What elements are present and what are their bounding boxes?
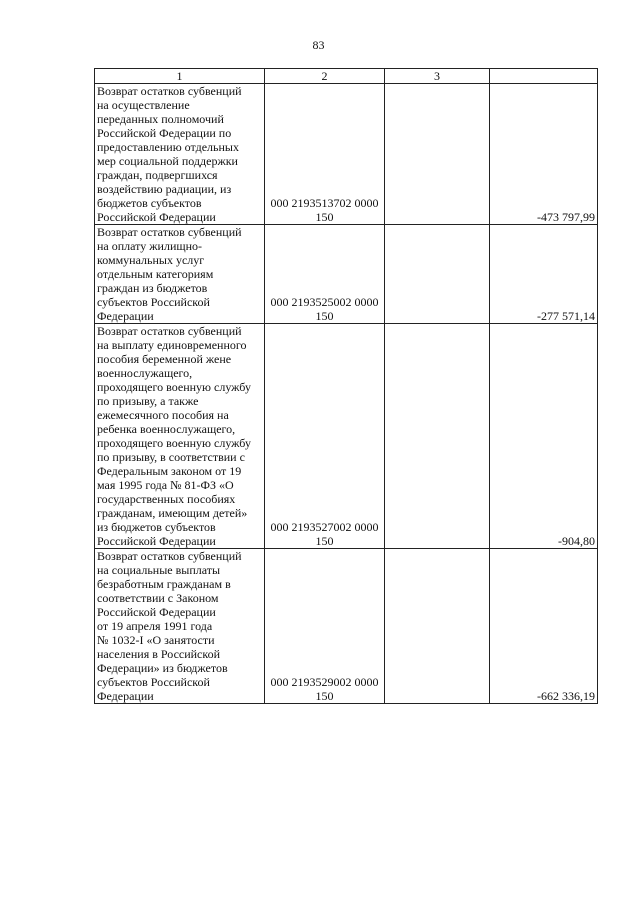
name-line: Федерации <box>97 309 154 323</box>
name-line: на социальные выплаты <box>97 563 221 577</box>
header-col-2: 2 <box>265 69 385 84</box>
name-line: военнослужащего, <box>97 366 193 380</box>
code-line: 150 <box>315 534 334 548</box>
name-line: бюджетов субъектов <box>97 196 202 210</box>
name-line: Федерации <box>97 689 154 703</box>
row-col3-cell <box>385 549 490 704</box>
name-line: Возврат остатков субвенций <box>97 84 242 98</box>
name-line: Российской Федерации <box>97 210 216 224</box>
name-line: населения в Российской <box>97 647 221 661</box>
name-line: проходящего военную службу <box>97 380 251 394</box>
name-line: Российской Федерации по <box>97 126 232 140</box>
name-line: соответствии с Законом <box>97 591 219 605</box>
row-name-cell <box>95 324 265 549</box>
row-amount-cell: -662 336,19 <box>490 549 598 704</box>
name-line: на оплату жилищно- <box>97 239 203 253</box>
name-line: Возврат остатков субвенций <box>97 324 242 338</box>
header-row <box>95 69 598 84</box>
name-line: граждан, подвергшихся <box>97 168 218 182</box>
name-line: отдельным категориям <box>97 267 214 281</box>
name-line: воздействию радиации, из <box>97 182 232 196</box>
name-line: субъектов Российской <box>97 295 210 309</box>
name-line: № 1032-I «О занятости <box>97 633 215 647</box>
table-row <box>95 225 598 324</box>
name-line: субъектов Российской <box>97 675 210 689</box>
code-line: 000 2193529002 0000 <box>270 675 379 689</box>
code-line: 150 <box>315 689 334 703</box>
name-line: от 19 апреля 1991 года <box>97 619 213 633</box>
row-amount-cell: -904,80 <box>490 324 598 549</box>
name-line: государственных пособиях <box>97 492 236 506</box>
header-col-3: 3 <box>385 69 490 84</box>
name-line: ребенка военнослужащего, <box>97 422 236 436</box>
row-name-cell <box>95 225 265 324</box>
name-line: на осуществление <box>97 98 190 112</box>
code-line: 000 2193525002 0000 <box>270 295 379 309</box>
row-code-cell <box>265 549 385 704</box>
row-name-cell <box>95 84 265 225</box>
name-line: безработным гражданам в <box>97 577 231 591</box>
row-col3-cell <box>385 225 490 324</box>
header-col-4 <box>490 69 598 84</box>
row-amount-cell: -277 571,14 <box>490 225 598 324</box>
name-line: Федерации» из бюджетов <box>97 661 228 675</box>
code-line: 150 <box>315 309 334 323</box>
name-line: предоставлению отдельных <box>97 140 239 154</box>
name-line: ежемесячного пособия на <box>97 408 229 422</box>
row-code-cell <box>265 84 385 225</box>
header-col-1: 1 <box>95 69 265 84</box>
name-line: Возврат остатков субвенций <box>97 225 242 239</box>
page-number: 83 <box>312 38 325 52</box>
code-line: 000 2193513702 0000 <box>270 196 379 210</box>
row-col3-cell <box>385 84 490 225</box>
name-line: граждан из бюджетов <box>97 281 208 295</box>
name-line: Федеральным законом от 19 <box>97 464 242 478</box>
name-line: на выплату единовременного <box>97 338 247 352</box>
name-line: переданных полномочий <box>97 112 224 126</box>
name-line: по призыву, в соответствии с <box>97 450 245 464</box>
name-line: пособия беременной жене <box>97 352 232 366</box>
name-line: Возврат остатков субвенций <box>97 549 242 563</box>
name-line: мая 1995 года № 81-ФЗ «О <box>97 478 234 492</box>
name-line: Российской Федерации <box>97 534 216 548</box>
table-row <box>95 549 598 704</box>
name-line: коммунальных услуг <box>97 253 205 267</box>
row-code-cell <box>265 225 385 324</box>
name-line: по призыву, а также <box>97 394 199 408</box>
name-line: Российской Федерации <box>97 605 216 619</box>
budget-table <box>94 68 598 704</box>
table-row <box>95 84 598 225</box>
row-code-cell <box>265 324 385 549</box>
name-line: мер социальной поддержки <box>97 154 238 168</box>
row-col3-cell <box>385 324 490 549</box>
name-line: проходящего военную службу <box>97 436 251 450</box>
row-amount-cell: -473 797,99 <box>490 84 598 225</box>
code-line: 000 2193527002 0000 <box>270 520 379 534</box>
name-line: гражданам, имеющим детей» <box>97 506 248 520</box>
table-row <box>95 324 598 549</box>
code-line: 150 <box>315 210 334 224</box>
row-name-cell <box>95 549 265 704</box>
name-line: из бюджетов субъектов <box>97 520 216 534</box>
table-body <box>95 84 598 704</box>
